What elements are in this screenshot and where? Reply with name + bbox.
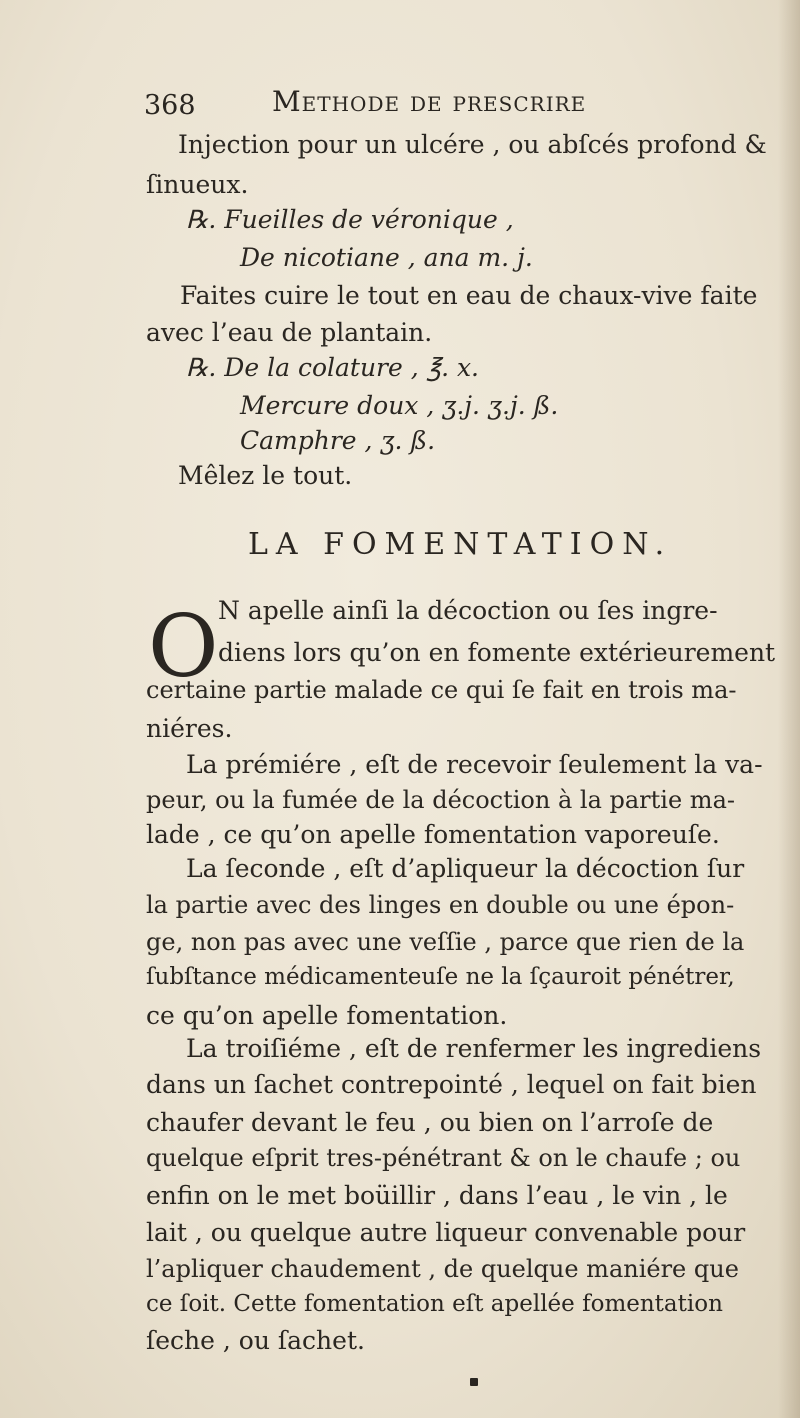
ink-dot [470, 1378, 478, 1386]
page-number: 368 [144, 90, 196, 121]
para4-line-4: quelque eſprit tres-pénétrant & on le chaufe ; ou [146, 1144, 741, 1172]
para4-line-9: ſeche , ou ſachet. [146, 1326, 365, 1355]
para1-line-3: certaine partie malade ce qui ſe fait en trois ma- [146, 676, 737, 704]
recipe-line-1: ℞. Fueilles de véronique , [186, 205, 514, 234]
injection-line-2: ſinueux. [146, 170, 249, 199]
para2-line-1: La prémiére , eſt de recevoir ſeulement la va- [186, 750, 763, 779]
page-edge-shadow [778, 0, 800, 1418]
injection-line-1: Injection pour un ulcére , ou abſcés profond & [178, 130, 767, 159]
para4-line-1: La troiſiéme , eſt de renfermer les ingrediens [186, 1034, 762, 1063]
section-title: LA FOMENTATION. [248, 527, 673, 562]
para4-line-7: l’apliquer chaudement , de quelque maniére que [146, 1255, 739, 1283]
para4-line-8: ce ſoit. Cette fomentation eſt apellée fomentation [146, 1291, 723, 1317]
recipe-line-3: ℞. De la colature , ℥. x. [186, 353, 480, 382]
para1-line-2: diens lors qu’on en fomente extérieurement [218, 638, 776, 667]
para3-line-3: ge, non pas avec une veſſie , parce que rien de la [146, 928, 745, 956]
closing-line: Mêlez le tout. [178, 461, 353, 490]
para1-line-4: niéres. [146, 714, 233, 743]
recipe-line-2: De nicotiane , ana m. j. [240, 243, 533, 272]
para2-line-2: peur, ou la fumée de la décoction à la partie ma- [146, 786, 735, 814]
recipe-line-4: Mercure doux , ʒ.j. ʒ.j. ß. [240, 391, 559, 420]
instruction-line-2: avec l’eau de plantain. [146, 318, 433, 347]
para3-line-1: La ſeconde , eſt d’apliqueur la décoction ſur [186, 854, 745, 883]
para4-line-5: enfin on le met boüillir , dans l’eau , le vin , le [146, 1181, 728, 1210]
instruction-line-1: Faites cuire le tout en eau de chaux-vive faite [180, 281, 758, 310]
drop-cap: O [148, 597, 219, 697]
recipe-line-5: Camphre , ʒ. ß. [240, 426, 436, 455]
running-title: Methode de prescrire [272, 85, 587, 118]
para4-line-6: lait , ou quelque autre liqueur convenable pour [146, 1218, 746, 1247]
para3-line-2: la partie avec des linges en double ou une épon- [146, 891, 735, 919]
para2-line-3: lade , ce qu’on apelle fomentation vaporeuſe. [146, 820, 720, 849]
para4-line-3: chaufer devant le feu , ou bien on l’arroſe de [146, 1108, 714, 1137]
para3-line-4: ſubſtance médicamenteuſe ne la ſçauroit pénétrer, [146, 964, 735, 990]
para4-line-2: dans un ſachet contrepointé , lequel on fait bien [146, 1070, 757, 1099]
para1-line-1: N apelle ainſi la décoction ou ſes ingre- [218, 596, 718, 625]
para3-line-5: ce qu’on apelle fomentation. [146, 1001, 508, 1030]
